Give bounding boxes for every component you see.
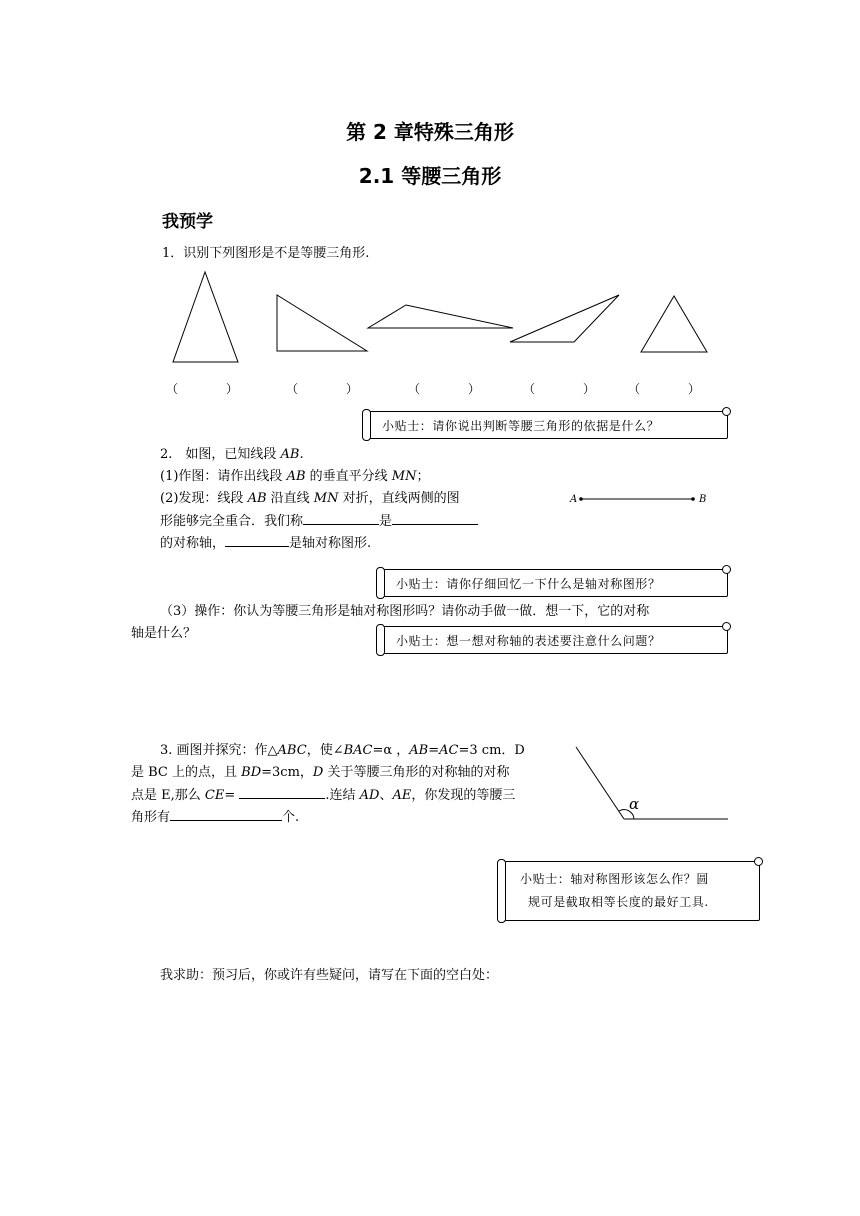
question-2-line-2: (1)作图：请作出线段 AB 的垂直平分线 MN；: [160, 469, 430, 484]
preview-heading: 我预学: [162, 212, 213, 232]
question-2-line-5: 的对称轴， 是轴对称图形.: [160, 532, 371, 555]
answer-paren-4[interactable]: （ ）: [523, 382, 596, 396]
answer-paren-1[interactable]: （ ）: [166, 382, 239, 396]
question-2-3-line-2: 轴是什么？: [131, 626, 197, 641]
question-2-line-3: (2)发现：线段 AB 沿直线 MN 对折，直线两侧的图: [160, 491, 460, 506]
chapter-title: 第 2 章特殊三角形: [346, 120, 514, 144]
point-b-label: B: [699, 494, 707, 505]
section-title: 2.1 等腰三角形: [358, 164, 502, 188]
tip-4-line-2: 规可是截取相等长度的最好工具.: [528, 895, 709, 909]
tip-2-text: 小贴士：请你仔细回忆一下什么是轴对称图形？: [396, 577, 661, 591]
question-2-3-line-1: （3）操作：你认为等腰三角形是轴对称图形吗？请你动手做一做．想一下，它的对称: [160, 604, 650, 619]
question-3-line-3: 点是 E,那么 CE= .连结 AD、AE，你发现的等腰三: [131, 784, 515, 807]
question-3-line-1: 3. 画图并探究：作△ABC，使∠BAC=α ，AB=AC=3 cm．D: [160, 743, 525, 758]
question-1-text: 1．识别下列图形是不是等腰三角形.: [162, 246, 370, 261]
help-prompt: 我求助：预习后，你或许有些疑问，请写在下面的空白处：: [160, 968, 499, 983]
answer-paren-2[interactable]: （ ）: [286, 382, 359, 396]
question-3-line-2: 是 BC 上的点，且 BD=3cm，D 关于等腰三角形的对称轴的对称: [131, 765, 510, 780]
question-2-line-4: 形能够完全重合．我们称 是: [160, 510, 478, 533]
question-3-line-4: 角形有 个.: [131, 806, 299, 829]
point-a-label: A: [570, 494, 578, 505]
question-2-line-1: 2. 如图，已知线段 AB.: [160, 447, 304, 462]
answer-paren-3[interactable]: （ ）: [408, 382, 481, 396]
alpha-label: α: [629, 795, 640, 813]
tip-3-text: 小贴士：想一想对称轴的表述要注意什么问题？: [396, 634, 661, 648]
answer-paren-5[interactable]: （ ）: [628, 382, 701, 396]
tip-scroll-4: [501, 861, 760, 921]
tip-1-text: 小贴士：请你说出判断等腰三角形的依据是什么？: [382, 419, 660, 433]
tip-4-line-1: 小贴士：轴对称图形该怎么作？圆: [520, 872, 710, 886]
